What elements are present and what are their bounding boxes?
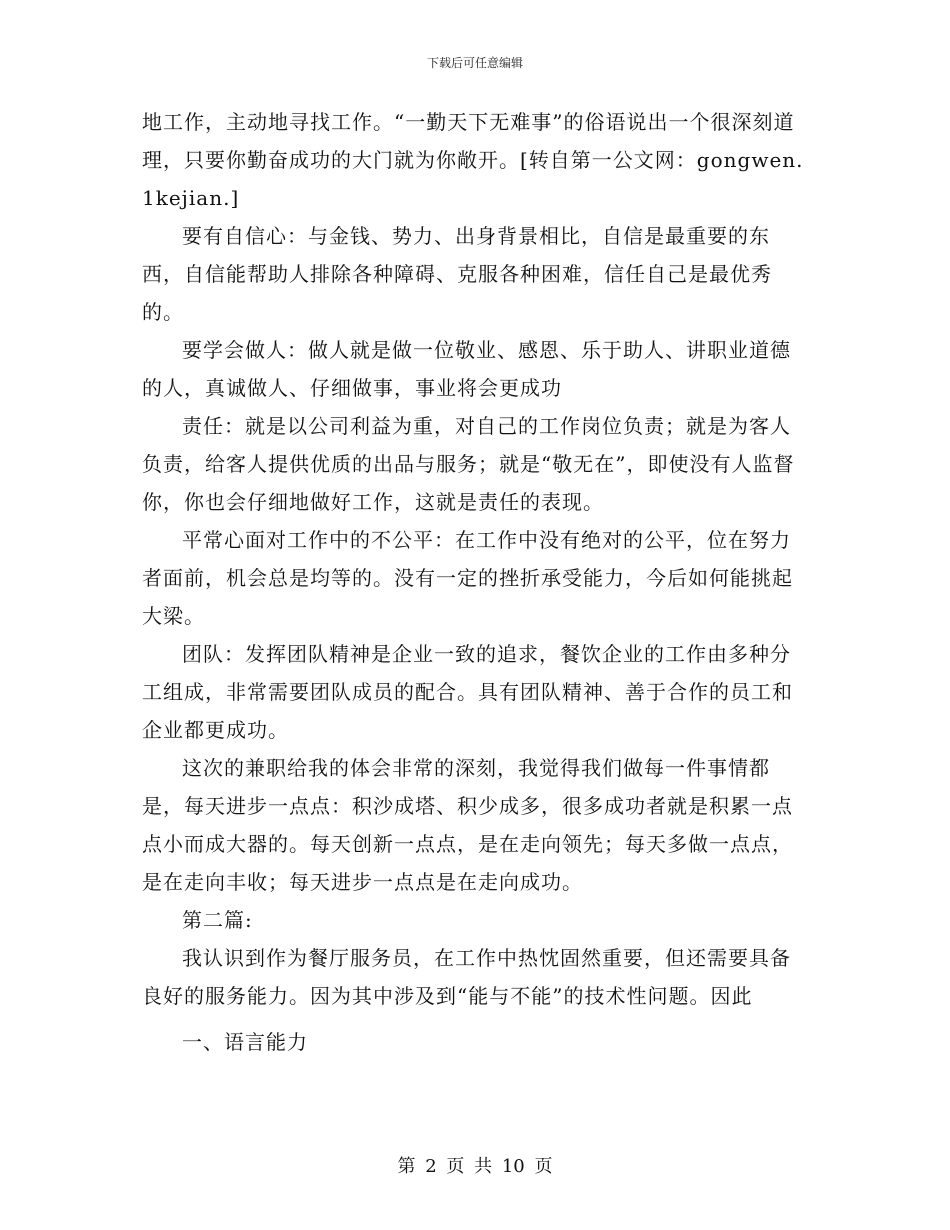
paragraph-6: 团队：发挥团队精神是企业一致的追求，餐饮企业的工作由多种分工组成，非常需要团队成员的配合。具有团队精神、善于合作的员工和企业都更成功。	[142, 642, 793, 742]
paragraph-4: 责任：就是以公司利益为重，对自己的工作岗位负责；就是为客人负责，给客人提供优质的出品与服务；就是“敬无在”，即使没有人监督你，你也会仔细地做好工作，这就是责任的表现。	[142, 414, 795, 514]
page-number-footer: 第 2 页 共 10 页	[397, 1156, 553, 1177]
paragraph-5: 平常心面对工作中的不公平：在工作中没有绝对的公平，位在努力者面前，机会总是均等的。没有一定的挫折承受能力，今后如何能挑起大梁。	[142, 528, 793, 628]
section-heading-part-two: 第二篇:	[182, 908, 253, 932]
document-body	[142, 103, 808, 1061]
subheading-language-ability: 一、语言能力	[182, 1030, 308, 1054]
paragraph-3: 要学会做人：做人就是做一位敬业、感恩、乐于助人、讲职业道德的人，真诚做人、仔细做事，事业将会更成功	[142, 338, 791, 400]
paragraph-2: 要有自信心：与金钱、势力、出身背景相比，自信是最重要的东西，自信能帮助人排除各种障碍、克服各种困难，信任自己是最优秀的。	[142, 224, 772, 324]
paragraph-8: 我认识到作为餐厅服务员，在工作中热忱固然重要，但还需要具备良好的服务能力。因为其中涉及到“能与不能”的技术性问题。因此	[142, 946, 791, 1008]
paragraph-1: 地工作，主动地寻找工作。“一勤天下无难事”的俗语说出一个很深刻道理，只要你勤奋成功的大门就为你敞开。[转自第一公文网：gongwen.1kejian.]	[142, 110, 804, 210]
paragraph-7: 这次的兼职给我的体会非常的深刻，我觉得我们做每一件事情都是，每天进步一点点：积沙成塔、积少成多，很多成功者就是积累一点点小而成大器的。每天创新一点点，是在走向领先；每天多做一点点，是在走向丰收；每天进步一点点是在走向成功。	[142, 756, 793, 894]
page-header-note: 下载后可任意编辑	[426, 56, 523, 70]
